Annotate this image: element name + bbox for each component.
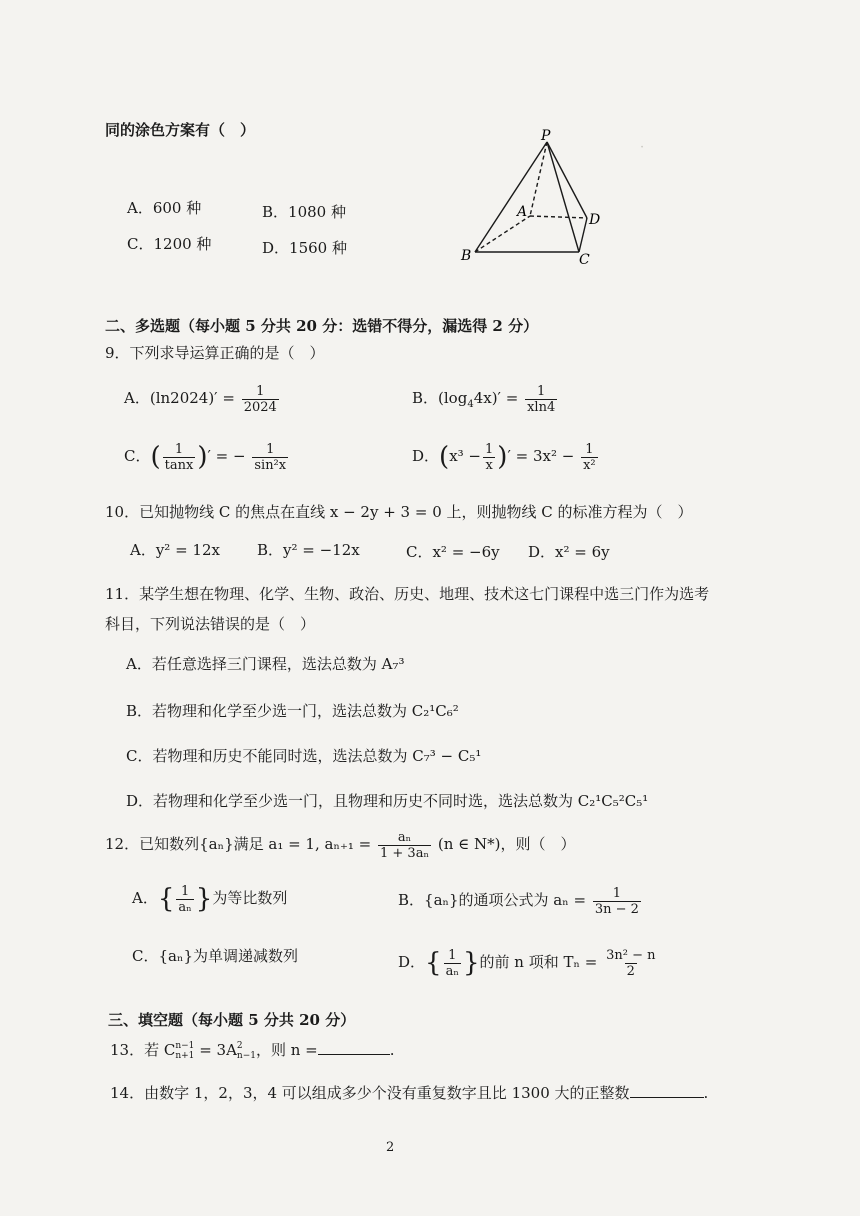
q8-option-b: B．1080 种 (262, 203, 346, 221)
edge-pb (475, 142, 547, 252)
edge-ad (530, 216, 587, 218)
q11-option-a: A．若任意选择三门课程，选法总数为 A₇³ (126, 655, 405, 673)
q12-option-d: D．{ $\frac{1}{\text{aₙ}}$ }的前 n 项和 Tₙ = $\frac{\text{3n² − n}}{2}$ (398, 947, 656, 979)
edge-ba (475, 216, 530, 252)
q11-stem-line1: 11．某学生想在物理、化学、生物、政治、历史、地理、技术这七门课程中选三门作为选考 (105, 585, 710, 603)
q12-stem: 12．已知数列{aₙ}满足 a₁ = 1, aₙ₊₁ = $\frac{\text{aₙ}}{\text{1 + 3aₙ}}$ (n ∈ N*)，则（ ） (105, 829, 576, 861)
q10-stem: 10．已知抛物线 C 的焦点在直线 x − 2y + 3 = 0 上，则抛物线 C 的标准方程为（ ） (105, 503, 693, 521)
q10-option-d: D．x² = 6y (528, 543, 610, 561)
section-3-title: 三、填空题（每小题 5 分共 20 分） (108, 1011, 356, 1029)
q9-option-a: A．(ln2024)′ = $\frac{1}{2024}$ (124, 383, 277, 415)
q14-answer-blank[interactable] (630, 1083, 704, 1098)
q10-option-c: C．x² = −6y (406, 543, 500, 561)
q13: 13．若 C n−1 n+1 = 3A 2 n−1 ，则 n = . (110, 1041, 395, 1061)
section-2-title: 二、多选题（每小题 5 分共 20 分：选错不得分，漏选得 2 分） (105, 317, 539, 335)
q9-option-c: C．( $\frac{1}{\tan x}$ )′ = − $\frac{1}{\text{sin²x}}$ (124, 441, 287, 473)
label-c: C (579, 252, 590, 268)
edge-pa (530, 142, 547, 216)
q11-stem-line2: 科目，下列说法错误的是（ ） (105, 615, 316, 633)
pyramid-figure (455, 128, 615, 268)
q8-option-c: C．1200 种 (127, 235, 212, 253)
q9-option-b: B．$(\log_44x)'$ = $\frac{1}{xln4}$ (412, 383, 556, 415)
q12-option-c: C．{aₙ}为单调递减数列 (132, 947, 298, 965)
q11-option-d: D．若物理和化学至少选一门，且物理和历史不同时选，选法总数为 C₂¹C₅²C₅¹ (126, 792, 649, 810)
q12-option-a: A．{ $\frac{1}{\text{aₙ}}$ }为等比数列 (132, 883, 288, 915)
bleed-through-text: · (640, 140, 645, 155)
q9-option-d: D．(x³ − $\frac{1}{x}$ )′ = 3x² − $\frac{1}{\text{x²}}$ (412, 441, 596, 473)
q10-option-a: A．y² = 12x (130, 541, 220, 559)
label-p: P (541, 128, 551, 144)
q13-answer-blank[interactable] (318, 1040, 390, 1055)
edge-pd (547, 142, 587, 218)
label-b: B (461, 248, 472, 264)
q9-stem: 9．下列求导运算正确的是（ ） (105, 344, 325, 362)
q11-option-c: C．若物理和历史不能同时选，选法总数为 C₇³ − C₅¹ (126, 747, 482, 765)
q8-option-a: A．600 种 (127, 199, 202, 217)
q10-option-b: B．y² = −12x (257, 541, 360, 559)
q14: 14．由数字 1，2，3，4 可以组成多少个没有重复数字且比 1300 大的正整数 . (110, 1084, 709, 1102)
edge-pc (547, 142, 579, 252)
label-d: D (589, 212, 601, 228)
q8-continuation: 同的涂色方案有（ ） (105, 121, 256, 139)
page-number: 2 (386, 1140, 395, 1155)
label-a: A (517, 204, 528, 220)
edge-cd (579, 218, 587, 252)
q11-option-b: B．若物理和化学至少选一门，选法总数为 C₂¹C₆² (126, 702, 459, 720)
q12-option-b: B．{aₙ}的通项公式为 aₙ = $\frac{1}{3n - 2}$ (398, 885, 639, 917)
q8-option-d: D．1560 种 (262, 239, 347, 257)
